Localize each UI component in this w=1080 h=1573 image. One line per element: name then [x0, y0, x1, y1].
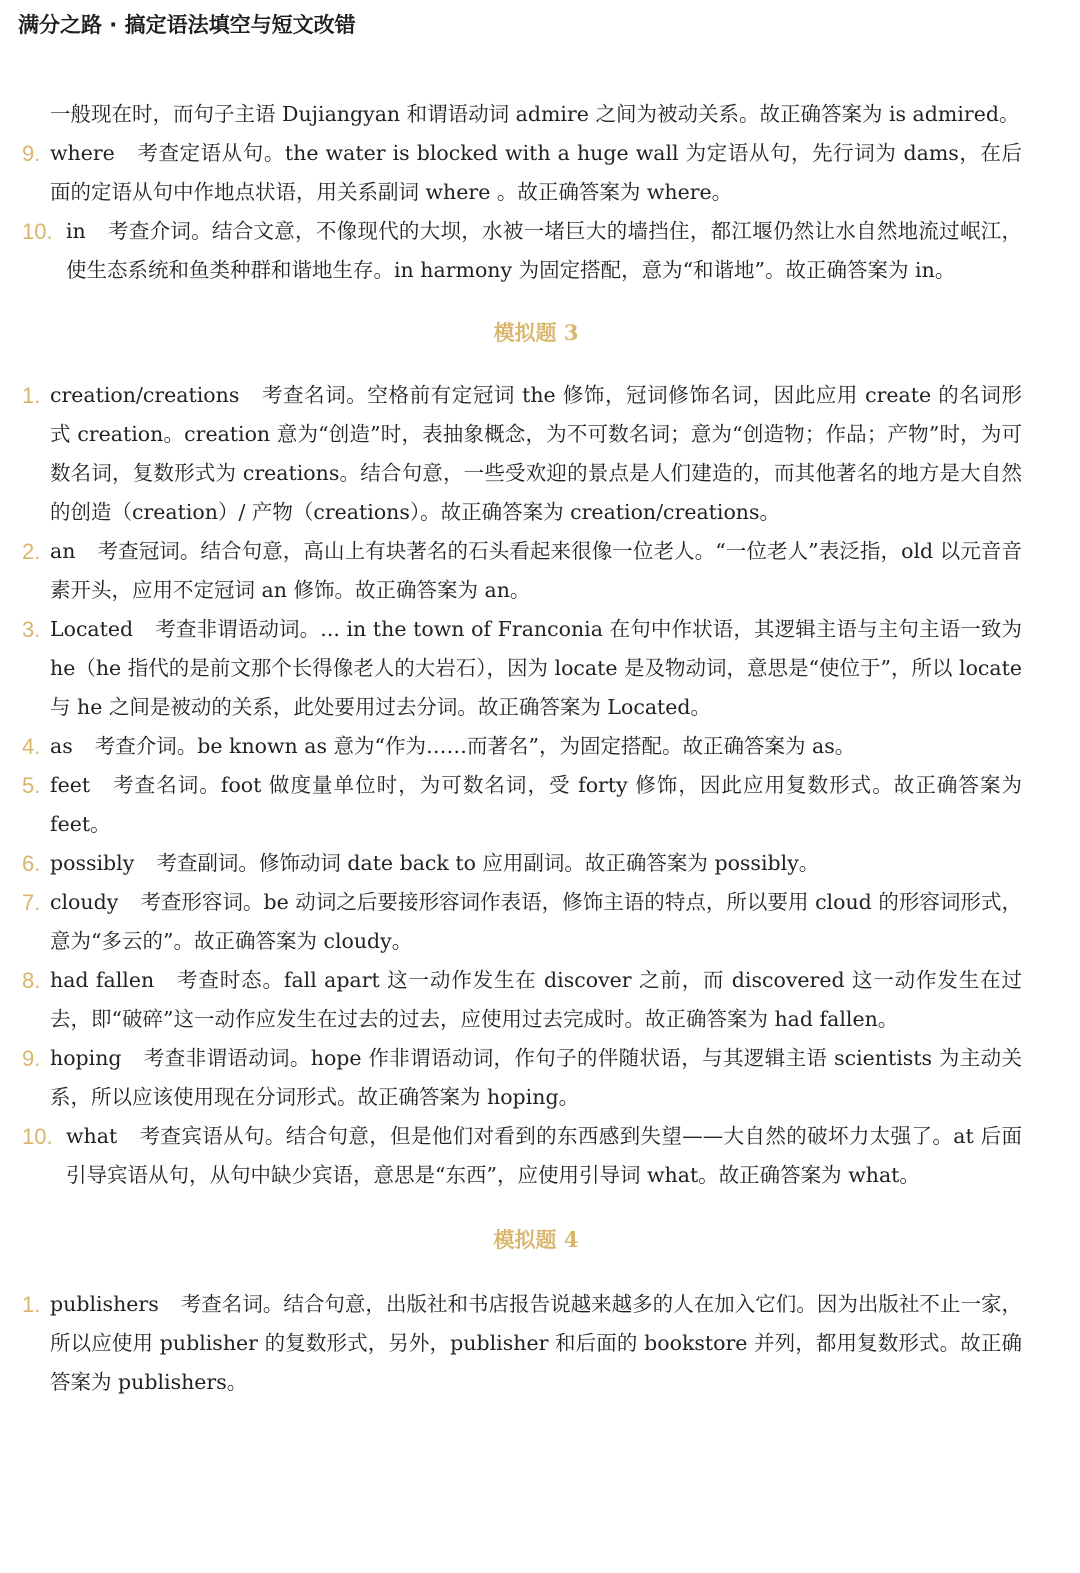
- section-title: 模拟题 4: [493, 1227, 579, 1252]
- answer-word: cloudy: [50, 890, 119, 914]
- explanation-text: 考查定语从句。the water is blocked with a huge wall 为定语从句，先行词为 dams，在后面的定语从句中作地点状语，用关系副词 where 。故正确答案为 where。: [50, 141, 1022, 204]
- item-number: 10.: [22, 1124, 53, 1149]
- answer-word: possibly: [50, 851, 135, 875]
- answer-item: [22, 727, 1022, 766]
- answer-item: [22, 961, 1022, 1039]
- explanation-text: 考查副词。修饰动词 date back to 应用副词。故正确答案为 possibly。: [156, 851, 820, 875]
- item-number: 8.: [22, 968, 41, 993]
- explanation-text: 考查介词。be known as 意为“作为……而著名”，为固定搭配。故正确答案为 as。: [94, 734, 856, 758]
- answer-word: what: [66, 1124, 118, 1148]
- item-number: 6.: [22, 851, 41, 876]
- item-number: 7.: [22, 890, 41, 915]
- continued-paragraph: 一般现在时，而句子主语 Dujiangyan 和谓语动词 admire 之间为被动关系。故正确答案为 is admired。: [50, 102, 1020, 126]
- answer-item: [22, 844, 1022, 883]
- answer-explanations: [22, 95, 1022, 1402]
- answer-item: [22, 532, 1022, 610]
- answer-word: where: [50, 141, 115, 165]
- answer-word: as: [50, 734, 73, 758]
- explanation-text: 考查名词。foot 做度量单位时，为可数名词，受 forty 修饰，因此应用复数形式。故正确答案为 feet。: [50, 773, 1022, 836]
- answer-item: [22, 376, 1022, 532]
- item-number: 9.: [22, 141, 41, 166]
- answer-item: [22, 1117, 1022, 1195]
- answer-word: hoping: [50, 1046, 122, 1070]
- item-number: 1.: [22, 383, 41, 408]
- explanation-text: 考查宾语从句。结合句意，但是他们对看到的东西感到失望——大自然的破坏力太强了。at 后面引导宾语从句，从句中缺少宾语，意思是“东西”，应使用引导词 what。故正确答案为 what。: [66, 1124, 1022, 1187]
- section-title: 模拟题 3: [493, 320, 579, 345]
- explanation-text: 考查名词。结合句意，出版社和书店报告说越来越多的人在加入它们。因为出版社不止一家，所以应使用 publisher 的复数形式，另外，publisher 和后面的 bookstore 并列，都用复数形式。故正确答案为 publishers。: [50, 1292, 1022, 1394]
- explanation-text: 考查冠词。结合句意，高山上有块著名的石头看起来很像一位老人。“一位老人”表泛指，old 以元音音素开头，应用不定冠词 an 修饰。故正确答案为 an。: [50, 539, 1022, 602]
- answer-item: [22, 610, 1022, 727]
- page-header: [0, 0, 1080, 48]
- answer-item: [22, 212, 1022, 290]
- item-number: 1.: [22, 1292, 41, 1317]
- item-number: 3.: [22, 617, 41, 642]
- answer-item: [22, 1039, 1022, 1117]
- answer-item: [22, 134, 1022, 212]
- answer-word: in: [66, 219, 86, 243]
- item-number: 10.: [22, 219, 53, 244]
- answer-word: feet: [50, 773, 91, 797]
- answer-word: Located: [50, 617, 134, 641]
- item-number: 2.: [22, 539, 41, 564]
- explanation-text: 考查非谓语动词。hope 作非谓语动词，作句子的伴随状语，与其逻辑主语 scientists 为主动关系，所以应该使用现在分词形式。故正确答案为 hoping。: [50, 1046, 1022, 1109]
- explanation-text: 考查形容词。be 动词之后要接形容词作表语，修饰主语的特点，所以要用 cloud 的形容词形式，意为“多云的”。故正确答案为 cloudy。: [50, 890, 1022, 953]
- explanation-text: 考查名词。空格前有定冠词 the 修饰，冠词修饰名词，因此应用 create 的名词形式 creation。creation 意为“创造”时，表抽象概念，为不可数名词；意为“创造物；作品；产物”时，为可数名词，复数形式为 creations。结合句意，一些受欢迎的景点是人们建造的，而其他著名的地方是大自然的创造（creation）/ 产物（creations）。故正确答案为 creation/creations。: [50, 383, 1022, 524]
- book-title: 满分之路 · 搞定语法填空与短文改错: [18, 13, 356, 37]
- explanation-text: 考查介词。结合文意，不像现代的大坝，水被一堵巨大的墙挡住，都江堰仍然让水自然地流过岷江，使生态系统和鱼类种群和谐地生存。in harmony 为固定搭配，意为“和谐地”。故正确答案为 in。: [66, 219, 1022, 282]
- answer-item: [22, 883, 1022, 961]
- answer-item: [22, 766, 1022, 844]
- explanation-text: 考查非谓语动词。... in the town of Franconia 在句中作状语，其逻辑主语与主句主语一致为 he（he 指代的是前文那个长得像老人的大岩石），因为 locate 是及物动词，意思是“使位于”，所以 locate 与 he 之间是被动的关系，此处要用过去分词。故正确答案为 Located。: [50, 617, 1022, 719]
- item-number: 9.: [22, 1046, 41, 1071]
- answer-item: [22, 1285, 1022, 1402]
- item-number: 4.: [22, 734, 41, 759]
- answer-word: publishers: [50, 1292, 159, 1316]
- explanation-text: 考查时态。fall apart 这一动作发生在 discover 之前，而 discovered 这一动作发生在过去，即“破碎”这一动作应发生在过去的过去，应使用过去完成时。故正确答案为 had fallen。: [50, 968, 1022, 1031]
- answer-word: had fallen: [50, 968, 155, 992]
- answer-word: an: [50, 539, 76, 563]
- item-number: 5.: [22, 773, 41, 798]
- answer-word: creation/creations: [50, 383, 240, 407]
